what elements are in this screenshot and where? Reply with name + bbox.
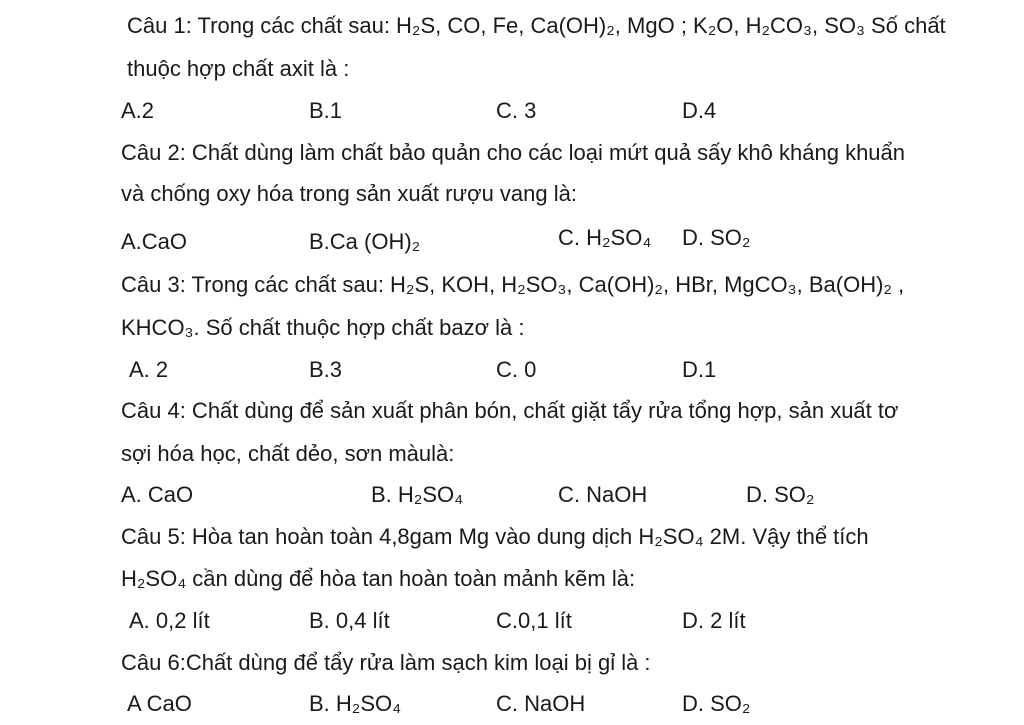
question-3-text-line-1: Câu 3: Trong các chất sau: H₂S, KOH, H₂SO₃, Ca(OH)₂, HBr, MgCO₃, Ba(OH)₂ , [121, 272, 905, 297]
question-3-option-d: D.1 [682, 357, 717, 382]
question-5-option-d: D. 2 lít [682, 608, 746, 633]
question-4-text-line-2: sợi hóa học, chất dẻo, sơn màulà: [121, 441, 455, 466]
question-4-text-line-1: Câu 4: Chất dùng để sản xuất phân bón, chất giặt tẩy rửa tổng hợp, sản xuất tơ [121, 398, 899, 423]
question-4-option-a: A. CaO [121, 482, 194, 507]
question-4-option-d: D. SO₂ [746, 482, 815, 507]
question-2-option-d: D. SO₂ [682, 225, 751, 250]
question-6-option-a: A CaO [127, 691, 192, 716]
question-2-text-line-2: và chống oxy hóa trong sản xuất rượu vang là: [121, 181, 577, 206]
question-1-option-c: C. 3 [496, 98, 537, 123]
question-2-text-line-1: Câu 2: Chất dùng làm chất bảo quản cho các loại mứt quả sấy khô kháng khuẩn [121, 140, 906, 165]
question-3-option-a: A. 2 [129, 357, 169, 382]
question-6-text-line-1: Câu 6:Chất dùng để tẩy rửa làm sạch kim loại bị gỉ là : [121, 650, 651, 675]
question-2-option-b: B.Ca (OH)₂ [309, 229, 421, 254]
question-5-text-line-2: H₂SO₄ cần dùng để hòa tan hoàn toàn mảnh kẽm là: [121, 566, 636, 591]
question-3-option-c: C. 0 [496, 357, 537, 382]
question-1-option-a: A.2 [121, 98, 155, 123]
question-5-option-a: A. 0,2 lít [129, 608, 210, 633]
question-5-text-line-1: Câu 5: Hòa tan hoàn toàn 4,8gam Mg vào dung dịch H₂SO₄ 2M. Vậy thể tích [121, 524, 869, 549]
question-6-option-b: B. H₂SO₄ [309, 691, 402, 716]
question-4-option-b: B. H₂SO₄ [371, 482, 464, 507]
question-2-option-a: A.CaO [121, 229, 188, 254]
question-1-option-d: D.4 [682, 98, 717, 123]
question-4-option-c: C. NaOH [558, 482, 648, 507]
question-1-text-line-2: thuộc hợp chất axit là : [127, 56, 350, 81]
question-6-option-d: D. SO₂ [682, 691, 751, 716]
question-5-option-c: C.0,1 lít [496, 608, 572, 633]
question-1-option-b: B.1 [309, 98, 343, 123]
question-6-option-c: C. NaOH [496, 691, 586, 716]
question-1-text-line-1: Câu 1: Trong các chất sau: H₂S, CO, Fe, Ca(OH)₂, MgO ; K₂O, H₂CO₃, SO₃ Số chất [127, 13, 946, 38]
question-2-option-c: C. H₂SO₄ [558, 225, 652, 250]
question-3-option-b: B.3 [309, 357, 343, 382]
question-5-option-b: B. 0,4 lít [309, 608, 390, 633]
question-3-text-line-2: KHCO₃. Số chất thuộc hợp chất bazơ là : [121, 315, 525, 340]
